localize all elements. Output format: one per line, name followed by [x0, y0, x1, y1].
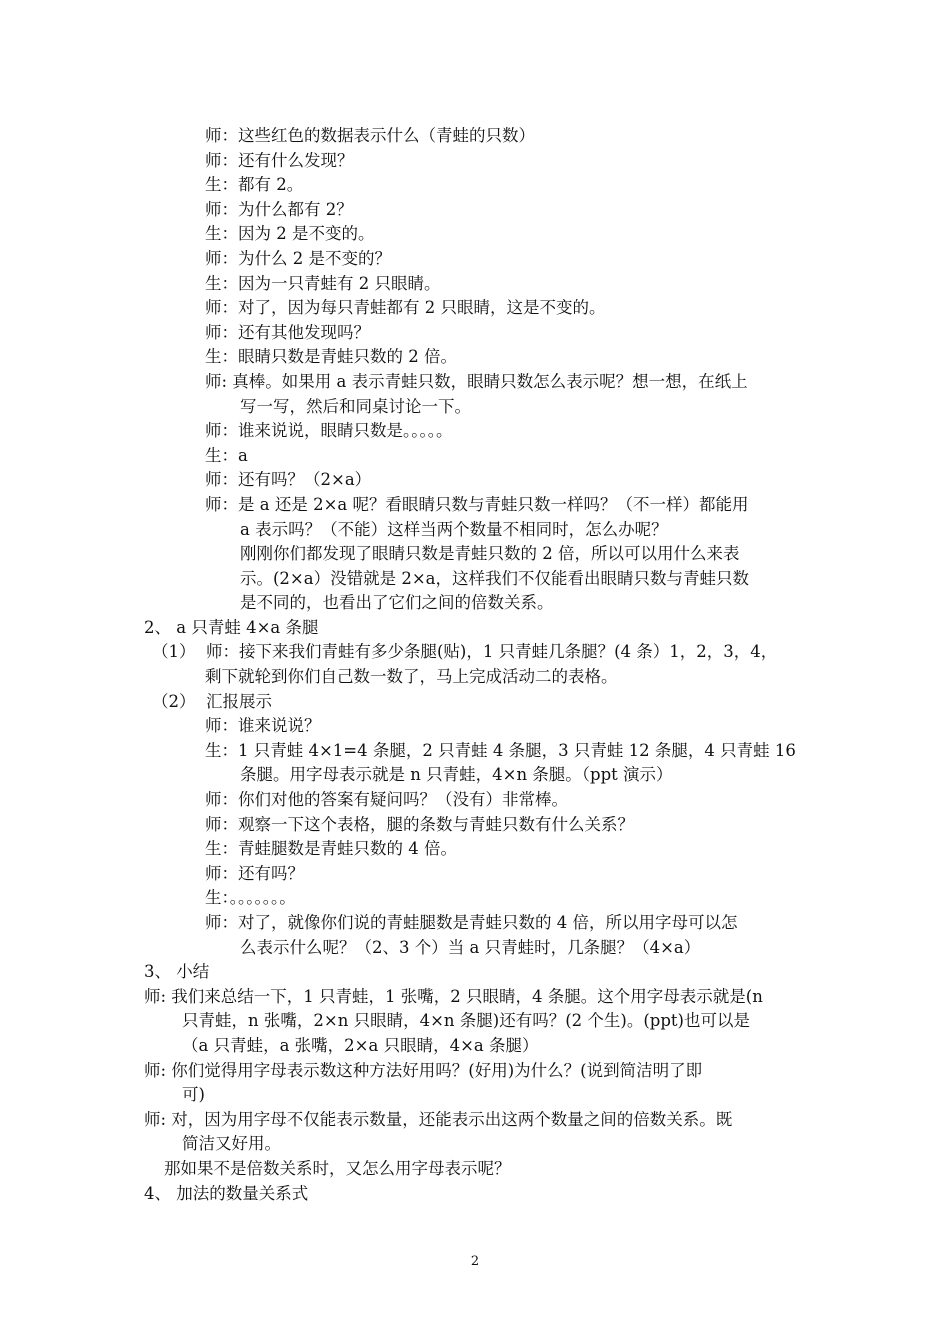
text-line: 师：对了，就像你们说的青蛙腿数是青蛙只数的 4 倍，所以用字母可以怎 [205, 913, 738, 932]
text-line: 生：青蛙腿数是青蛙只数的 4 倍。 [205, 839, 457, 859]
text-line: 师：还有吗？ [205, 863, 304, 883]
text-line: 简洁又好用。 [182, 1134, 281, 1154]
text-line: 师：谁来说说？ [205, 716, 321, 736]
text-line: 师：这些红色的数据表示什么（青蛙的只数） [205, 126, 535, 145]
text-line: 那如果不是倍数关系时，又怎么用字母表示呢？ [164, 1158, 511, 1178]
text-line: （2） 汇报展示 [152, 691, 272, 711]
text-line: 生：1 只青蛙 4×1=4 条腿，2 只青蛙 4 条腿，3 只青蛙 12 条腿，4 只青蛙 16 [205, 740, 796, 760]
text-line: 师：还有什么发现？ [205, 150, 354, 170]
text-line: 只青蛙，n 张嘴，2×n 只眼睛，4×n 条腿)还有吗？(2 个生)。(ppt)也可以是 [182, 1011, 750, 1031]
text-line: 师：对了，因为每只青蛙都有 2 只眼睛，这是不变的。 [205, 298, 606, 318]
text-line: 生：。。。。。。。 [205, 888, 296, 908]
text-line: 生：因为一只青蛙有 2 只眼睛。 [205, 273, 441, 293]
text-line: 师：为什么 2 是不变的？ [205, 248, 391, 268]
text-line: 师: 真棒。如果用 a 表示青蛙只数，眼睛只数怎么表示呢？想一想，在纸上 [205, 371, 748, 391]
text-line: 师：谁来说说，眼睛只数是。。。。。 [205, 421, 453, 441]
document-body [0, 124, 950, 1206]
text-line: 是不同的，也看出了它们之间的倍数关系。 [240, 593, 554, 613]
text-line: 师：还有其他发现吗？ [205, 322, 370, 342]
text-line: a 表示吗？（不能）这样当两个数量不相同时，怎么办呢？ [240, 519, 668, 539]
text-line: 师：为什么都有 2？ [205, 199, 353, 219]
text-line: 师: 你们觉得用字母表示数这种方法好用吗？(好用)为什么？(说到简洁明了即 [144, 1060, 703, 1080]
text-line: 师: 我们来总结一下，1 只青蛙，1 张嘴，2 只眼睛，4 条腿。这个用字母表示就是(n [144, 986, 763, 1006]
text-line: 么表示什么呢？（2、3 个）当 a 只青蛙时，几条腿？（4×a） [240, 937, 701, 957]
text-line: 生：因为 2 是不变的。 [205, 224, 375, 244]
text-line: 条腿。用字母表示就是 n 只青蛙，4×n 条腿。（ppt 演示） [240, 765, 673, 785]
section-heading: 3、 小结 [144, 962, 210, 982]
text-line: 师：是 a 还是 2×a 呢？看眼睛只数与青蛙只数一样吗？（不一样）都能用 [205, 494, 749, 514]
text-line: （1） 师：接下来我们青蛙有多少条腿(贴)，1 只青蛙几条腿？(4 条）1，2，3，4， [152, 642, 778, 662]
section-heading: 2、 a 只青蛙 4×a 条腿 [144, 617, 319, 637]
text-line: （a 只青蛙，a 张嘴，2×a 只眼睛，4×a 条腿） [182, 1035, 539, 1055]
text-line: 师：还有吗？（2×a） [205, 470, 372, 490]
page-number: 2 [470, 1254, 480, 1269]
text-line: 可) [182, 1085, 205, 1105]
text-line: 生：a [205, 445, 248, 465]
text-line: 示。(2×a）没错就是 2×a，这样我们不仅能看出眼睛只数与青蛙只数 [240, 568, 750, 588]
text-line: 生：眼睛只数是青蛙只数的 2 倍。 [205, 347, 457, 367]
text-line: 生：都有 2。 [205, 175, 304, 195]
text-line: 刚刚你们都发现了眼睛只数是青蛙只数的 2 倍，所以可以用什么来表 [240, 544, 740, 564]
text-line: 师：你们对他的答案有疑问吗？（没有）非常棒。 [205, 790, 568, 810]
section-heading: 4、 加法的数量关系式 [144, 1183, 309, 1203]
text-line: 剩下就轮到你们自己数一数了，马上完成活动二的表格。 [205, 667, 618, 687]
text-line: 写一写，然后和同桌讨论一下。 [240, 396, 471, 416]
text-line: 师: 对，因为用字母不仅能表示数量，还能表示出这两个数量之间的倍数关系。既 [144, 1109, 733, 1129]
text-line: 师：观察一下这个表格，腿的条数与青蛙只数有什么关系？ [205, 814, 634, 834]
